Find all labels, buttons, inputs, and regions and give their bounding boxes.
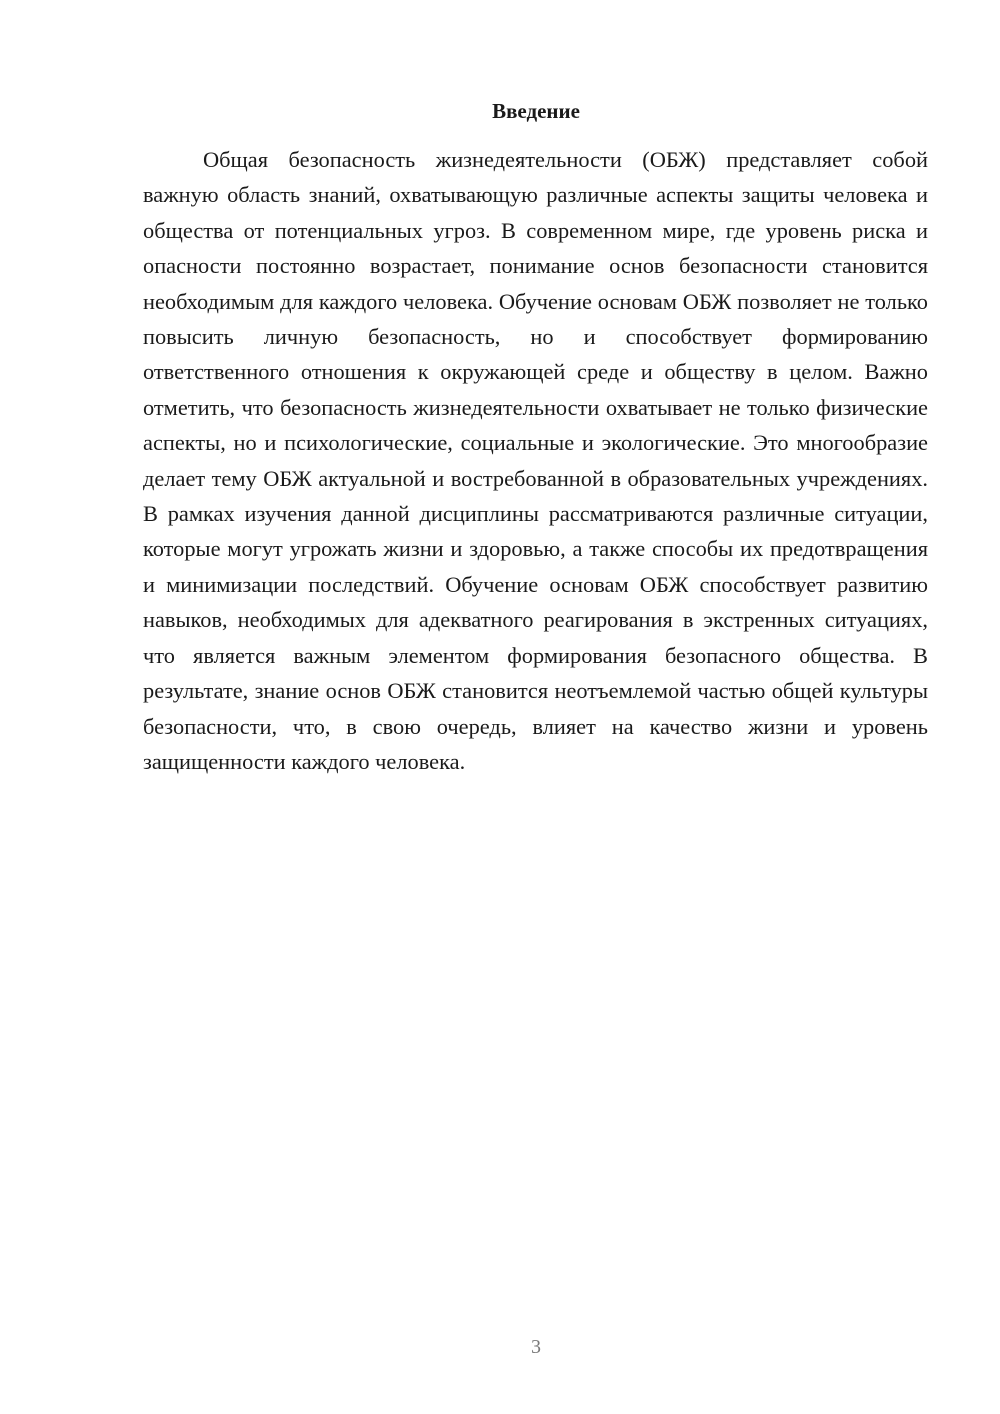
body-paragraph: Общая безопасность жизнедеятельности (ОБЖ) представляет собой важную область знаний, охватывающую различные аспекты защиты человека и общества от потенциальных угроз. В современном мире, где уровень риска и опасности постоянно возрастает, понимание основ безопасности становится необходимым для каждого человека. Обучение основам ОБЖ позволяет не только повысить личную безопасность, но и способствует формированию ответственного отношения к окружающей среде и обществу в целом. Важно отметить, что безопасность жизнедеятельности охватывает не только физические аспекты, но и психологические, социальные и экологические. Это многообразие делает тему ОБЖ актуальной и востребованной в образовательных учреждениях. В рамках изучения данной дисциплины рассматриваются различные ситуации, которые могут угрожать жизни и здоровью, а также способы их предотвращения и минимизации последствий. Обучение основам ОБЖ способствует развитию навыков, необходимых для адекватного реагирования в экстренных ситуациях, что является важным элементом формирования безопасного общества. В результате, знание основ ОБЖ становится неотъемлемой частью общей культуры безопасности, что, в свою очередь, влияет на качество жизни и уровень защищенности каждого человека. [143, 147, 928, 774]
page-number: 3 [531, 1336, 541, 1358]
section-heading: Введение [492, 99, 580, 123]
